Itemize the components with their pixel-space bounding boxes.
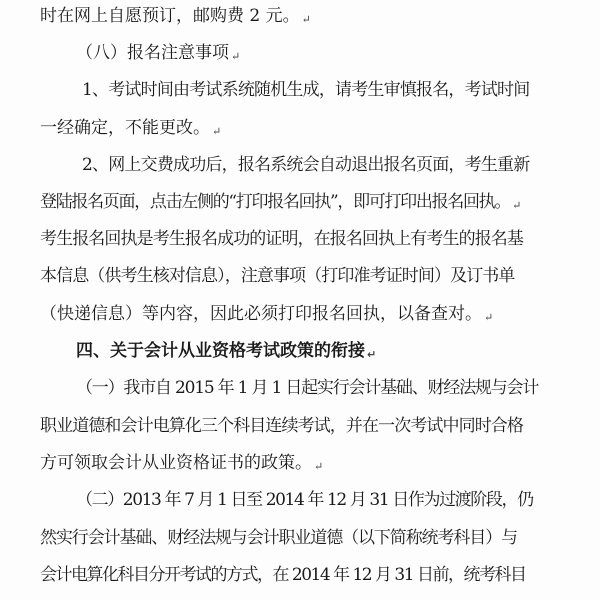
line-text: 一经确定，不能更改。	[40, 118, 210, 138]
text-line	[40, 264, 585, 288]
line-text: 方可领取会计从业资格证书的政策。	[40, 453, 312, 473]
line-text: 考生报名回执是考生报名成功的证明，在报名回执上有考生的报名基	[40, 229, 523, 249]
text-line	[40, 227, 585, 251]
section-heading	[76, 339, 576, 363]
line-text: （快递信息）等内容，因此必须打印报名回执，以备查对。	[40, 304, 482, 324]
line-text: 四、关于会计从业资格考试政策的衔接	[76, 341, 365, 361]
text-line	[82, 78, 582, 102]
line-text: 职业道德和会计电算化三个科目连续考试，并在一次考试中同时合格	[40, 416, 523, 436]
text-line	[40, 414, 585, 438]
line-text: 1、考试时间由考试系统随机生成，请考生审慎报名，考试时间	[82, 80, 530, 100]
line-text: 本信息（供考生核对信息），注意事项（打印准考证时间）及订书单	[40, 266, 515, 286]
text-line	[82, 153, 582, 177]
line-text: （二）2013 年 7 月 1 日至 2014 年 12 月 31 日作为过渡阶段，仍	[76, 490, 533, 510]
line-text: 登陆报名页面，点击左侧的“打印报名回执”，即可打印出报名回执。	[40, 192, 511, 212]
line-text: 时在网上自愿预订，邮购费 2 元。	[40, 6, 300, 26]
paragraph-mark-icon: ↵	[314, 460, 324, 473]
line-text: （八）报名注意事项	[76, 43, 229, 63]
paragraph-mark-icon: ↵	[484, 311, 494, 324]
text-line	[40, 190, 585, 214]
paragraph-mark-icon: ↵	[301, 13, 311, 26]
text-line	[40, 302, 585, 326]
line-text: 然实行会计基础、财经法规与会计职业道德（以下简称统考科目）与	[40, 528, 517, 548]
text-line	[40, 451, 585, 475]
text-line	[40, 526, 585, 550]
text-line	[40, 563, 585, 587]
paragraph-mark-icon: ↵	[367, 348, 377, 361]
paragraph-mark-icon: ↵	[231, 50, 241, 63]
line-text: 2、网上交费成功后，报名系统会自动退出报名页面，考生重新	[82, 155, 530, 175]
paragraph-mark-icon: ↵	[212, 125, 222, 138]
text-line	[40, 4, 580, 28]
paragraph-mark-icon: ↵	[512, 199, 521, 212]
text-line	[40, 116, 580, 140]
text-line	[76, 488, 581, 512]
line-text: 会计电算化科目分开考试的方式，在 2014 年 12 月 31 日前，统考科目	[40, 565, 526, 585]
text-line	[76, 376, 581, 400]
section-heading	[76, 41, 576, 65]
line-text: （一）我市自 2015 年 1 月 1 日起实行会计基础、财经法规与会计	[76, 378, 539, 398]
